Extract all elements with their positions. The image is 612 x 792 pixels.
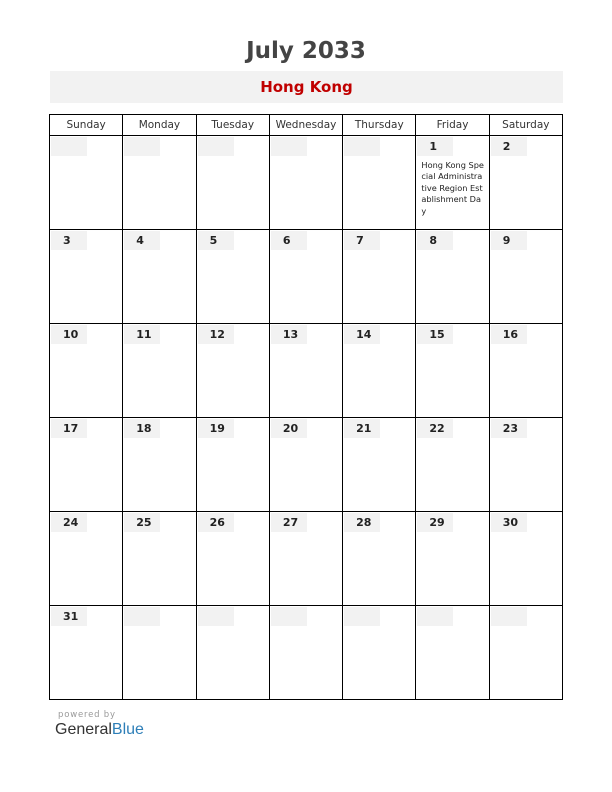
weekday-sunday: Sunday [50, 115, 123, 136]
day-cell [489, 606, 562, 700]
day-number [344, 137, 380, 156]
day-cell [123, 418, 196, 512]
day-number: 26 [198, 513, 234, 532]
day-number: 31 [51, 607, 87, 626]
page-title: July 2033 [246, 38, 366, 64]
day-cell [50, 606, 123, 700]
day-number: 20 [271, 419, 307, 438]
day-number [491, 607, 527, 626]
day-number: 22 [417, 419, 453, 438]
day-number [271, 607, 307, 626]
day-cell [416, 606, 489, 700]
day-cell [196, 418, 269, 512]
day-number: 24 [51, 513, 87, 532]
day-cell [489, 418, 562, 512]
day-cell [123, 230, 196, 324]
day-cell [343, 512, 416, 606]
day-cell [269, 418, 342, 512]
day-cell [416, 136, 489, 230]
day-number: 14 [344, 325, 380, 344]
weekday-saturday: Saturday [489, 115, 562, 136]
day-cell [416, 230, 489, 324]
weekday-monday: Monday [123, 115, 196, 136]
day-cell [196, 606, 269, 700]
day-cell [196, 324, 269, 418]
brand-logo[interactable] [55, 721, 144, 739]
day-cell [416, 324, 489, 418]
weekday-thursday: Thursday [343, 115, 416, 136]
day-cell [343, 606, 416, 700]
day-number [51, 137, 87, 156]
brand-blue: Blue [111, 721, 144, 738]
day-number: 5 [198, 231, 234, 250]
day-cell [343, 418, 416, 512]
day-number: 29 [417, 513, 453, 532]
day-cell [416, 512, 489, 606]
day-number [344, 607, 380, 626]
day-number: 21 [344, 419, 380, 438]
weekday-wednesday: Wednesday [269, 115, 342, 136]
day-number: 2 [491, 137, 527, 156]
day-number: 11 [124, 325, 160, 344]
day-cell [489, 324, 562, 418]
day-number: 9 [491, 231, 527, 250]
day-number [124, 607, 160, 626]
day-number: 15 [417, 325, 453, 344]
holiday-label: Hong Kong Special Administrative Region Establishment Day [421, 160, 484, 216]
week-row [50, 606, 563, 700]
day-cell [343, 324, 416, 418]
week-row [50, 324, 563, 418]
day-cell [196, 512, 269, 606]
day-number [198, 137, 234, 156]
week-row [50, 136, 563, 230]
day-number: 27 [271, 513, 307, 532]
day-number: 23 [491, 419, 527, 438]
day-number [417, 607, 453, 626]
calendar-grid [49, 114, 563, 700]
day-number: 28 [344, 513, 380, 532]
day-number [271, 137, 307, 156]
day-number: 8 [417, 231, 453, 250]
day-cell [269, 136, 342, 230]
day-cell [50, 324, 123, 418]
day-cell [343, 230, 416, 324]
day-cell [489, 136, 562, 230]
day-cell [489, 512, 562, 606]
weekday-friday: Friday [416, 115, 489, 136]
day-cell [50, 418, 123, 512]
day-cell [50, 512, 123, 606]
region-banner [50, 71, 563, 103]
day-number: 4 [124, 231, 160, 250]
day-number: 19 [198, 419, 234, 438]
day-number: 13 [271, 325, 307, 344]
day-cell [196, 230, 269, 324]
day-cell [123, 136, 196, 230]
week-row [50, 512, 563, 606]
day-number: 3 [51, 231, 87, 250]
day-cell [123, 324, 196, 418]
day-number [124, 137, 160, 156]
day-cell [489, 230, 562, 324]
week-row [50, 230, 563, 324]
day-number: 30 [491, 513, 527, 532]
day-number: 10 [51, 325, 87, 344]
day-cell [269, 230, 342, 324]
weekday-tuesday: Tuesday [196, 115, 269, 136]
day-cell [269, 324, 342, 418]
day-number: 1 [417, 137, 453, 156]
day-number [198, 607, 234, 626]
region-label: Hong Kong [260, 78, 353, 96]
brand-general: General [55, 721, 112, 738]
day-cell [50, 230, 123, 324]
day-cell [269, 606, 342, 700]
day-cell [196, 136, 269, 230]
day-cell [416, 418, 489, 512]
day-number: 7 [344, 231, 380, 250]
day-cell [123, 606, 196, 700]
day-number: 16 [491, 325, 527, 344]
day-number: 17 [51, 419, 87, 438]
day-cell [123, 512, 196, 606]
powered-by-label: powered by [58, 710, 116, 720]
day-cell [50, 136, 123, 230]
day-cell [343, 136, 416, 230]
week-row [50, 418, 563, 512]
day-number: 12 [198, 325, 234, 344]
day-number: 25 [124, 513, 160, 532]
day-number: 6 [271, 231, 307, 250]
day-number: 18 [124, 419, 160, 438]
weekday-header-row [50, 115, 563, 136]
day-cell [269, 512, 342, 606]
